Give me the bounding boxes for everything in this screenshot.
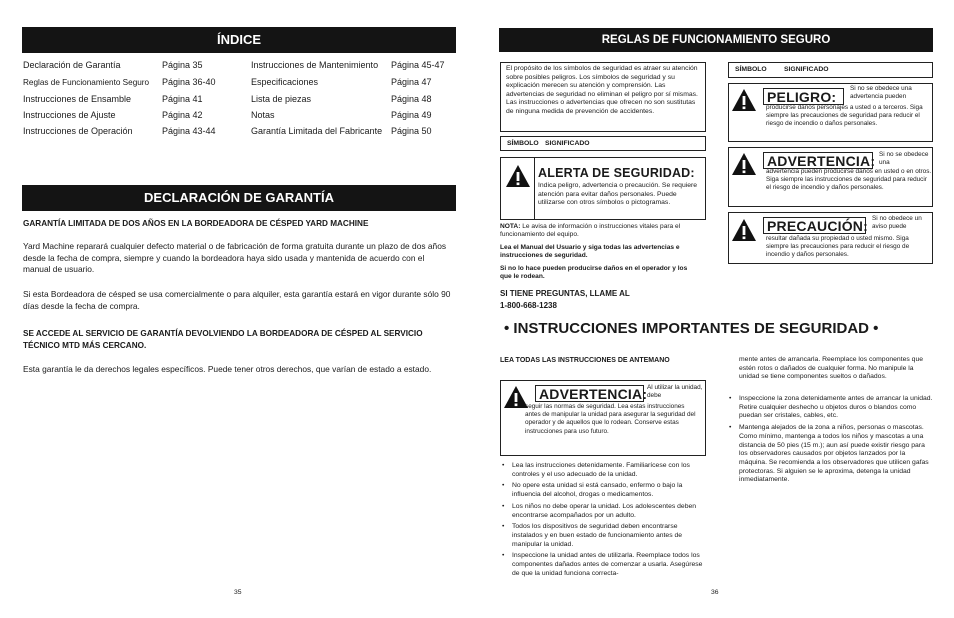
index-page: Página 42 xyxy=(162,110,203,120)
warranty-paragraph: Yard Machine reparará cualquier defecto material o de fabricación de forma gratuita durante un plazo de dos años desde la fecha de compra, siempre y cuando la bordeadora haya sido usada y mantenida de acuerdo con el manual de usuario. xyxy=(23,241,447,275)
questions-note xyxy=(500,288,630,312)
warning-triangle-icon xyxy=(505,164,531,188)
symbol-label: SÍMBOLO xyxy=(507,140,539,147)
note-text xyxy=(500,223,706,240)
danger-title-box xyxy=(763,88,844,105)
questions-line: SI TIENE PREGUNTAS, LLAME AL xyxy=(500,289,630,298)
instructions-warning-title-box xyxy=(535,385,648,402)
continued-text: mente antes de arrancarla. Reemplace los componentes que estén rotos o dañados de cualquier forma. No manipule la unidad se tiene componentes sueltos o dañados. xyxy=(739,356,924,381)
rules-title: REGLAS DE FUNCIONAMIENTO SEGURO xyxy=(601,34,831,46)
instructions-warning-text: seguir las normas de seguridad. Lea estas instrucciones antes de manipular la unidad para asegurar la seguridad del operador y de aquellos que lo rodean. Conserve estas instrucciones para uso futuro. xyxy=(525,403,696,435)
note-body: Le avisa de información o instrucciones vitales para el funcionamiento del equipo. xyxy=(500,223,681,239)
index-page: Página 43-44 xyxy=(162,126,216,136)
safety-bullets-left xyxy=(500,462,704,581)
read-all-heading: LEA TODAS LAS INSTRUCCIONES DE ANTEMANO xyxy=(500,357,670,364)
danger-title: PELIGRO: xyxy=(767,89,837,105)
important-title: • INSTRUCCIONES IMPORTANTES DE SEGURIDAD • xyxy=(504,320,879,337)
index-label: Instrucciones de Mantenimiento xyxy=(251,60,379,70)
index-page: Página 47 xyxy=(391,77,432,87)
safety-bullets-right xyxy=(727,395,933,488)
phone-number: 1-800-668-1238 xyxy=(500,301,557,310)
alert-icon-cell xyxy=(501,158,535,219)
list-item: • Inspeccione la unidad antes de utilizarla. Reemplace todos los componentes dañados antes de comenzar a usarla. Asegúrese de que la unidad funciona correcta- xyxy=(500,552,704,578)
warranty-title-band xyxy=(22,185,456,211)
caution-box xyxy=(728,212,933,264)
list-item: • Lea las instrucciones detenidamente. Familiarícese con los controles y el uso adecuado de la unidad. xyxy=(500,462,704,479)
index-page: Página 41 xyxy=(162,94,203,104)
read-manual-note: Lea el Manual del Usuario y siga todas las advertencias e instrucciones de seguridad. xyxy=(500,244,680,260)
index-label: Declaración de Garantía xyxy=(23,60,121,70)
warning-title-box xyxy=(763,152,876,169)
list-item: • Mantenga alejados de la zona a niños, personas o mascotas. Como mínimo, mantenga a todos los niños y mascotas a una distancia de 50 pies (15 m.); aun así puede existir riesgo para los observadores causados por objetos lanzados por la máquina. Se recomienda a los observadores que utilicen gafas protectoras. Si alguien se le aproxima, detenga la unidad inmediatamente. xyxy=(727,424,933,485)
warning-text: advertencia pueden producirse daños en usted o en otros. Siga siempre las instrucciones de seguridad para reducir el riesgo de incendio y daños personales. xyxy=(766,168,932,192)
instructions-warning-box xyxy=(500,380,706,456)
list-item: • Inspeccione la zona detenidamente antes de arrancar la unidad. Retire cualquier deshecho u objetos duros o blandos como puedan ser cristales, cables, etc. xyxy=(727,395,933,421)
index-title-band xyxy=(22,27,456,53)
warranty-service-note: SE ACCEDE AL SERVICIO DE GARANTÍA DEVOLVIENDO LA BORDEADORA DE CÉSPED AL SERVICIO TÉCNICO MTD MÁS CERCANO. xyxy=(23,329,423,350)
warning-triangle-icon xyxy=(731,218,757,242)
alert-box xyxy=(500,157,706,220)
alert-title: ALERTA DE SEGURIDAD: xyxy=(538,166,695,180)
index-label: Especificaciones xyxy=(251,77,319,87)
index-title: ÍNDICE xyxy=(216,32,262,47)
instructions-warning-title: ADVERTENCIA: xyxy=(539,386,648,402)
symbol-label: SÍMBOLO xyxy=(735,66,767,73)
symbol-header xyxy=(728,62,933,78)
index-label: Notas xyxy=(251,110,275,120)
instructions-warning-text-top: Al utilizar la unidad, debe xyxy=(647,384,703,400)
index-page: Página 45-47 xyxy=(391,60,445,70)
page-number: 35 xyxy=(234,589,242,596)
index-label: Instrucciones de Ensamble xyxy=(23,94,132,104)
index-page: Página 48 xyxy=(391,94,432,104)
warranty-paragraph: Esta garantía le da derechos legales específicos. Puede tener otros derechos, que varían de estado a estado. xyxy=(23,364,432,374)
warranty-paragraph: Si esta Bordeadora de césped se usa comercialmente o para alquiler, esta garantía estará en vigor durante sólo 90 días desde la fecha de compra. xyxy=(23,289,451,311)
caution-title: PRECAUCIÓN: xyxy=(767,218,868,234)
danger-box xyxy=(728,83,933,142)
danger-text: producirse daños personajes a usted o a terceros. Siga siempre las precauciones de seguridad para reducir el riesgo de incendio o daños personales. xyxy=(766,104,923,128)
index-label: Garantía Limitada del Fabricante xyxy=(251,126,383,136)
caution-text-top: Si no obedece un aviso puede xyxy=(872,215,922,231)
index-page: Página 50 xyxy=(391,126,432,136)
warning-triangle-icon xyxy=(731,88,757,112)
warning-text-top: Si no se obedece una xyxy=(879,151,929,167)
symbol-header xyxy=(500,136,706,151)
caution-text: resultar dañada su propiedad o usted mismo. Siga siempre las precauciones para reducir el riesgo de incendio y daños personales. xyxy=(766,235,910,259)
warranty-title: DECLARACIÓN DE GARANTÍA xyxy=(144,190,334,205)
list-item: • Los niños no debe operar la unidad. Los adolescentes deben encontrarse acompañados por un adulto. xyxy=(500,503,704,520)
warning-box xyxy=(728,147,933,207)
meaning-label: SIGNIFICADO xyxy=(784,66,829,73)
danger-text-top: Si no se obedece una advertencia pueden xyxy=(850,85,912,101)
index-label: Lista de piezas xyxy=(251,94,312,104)
alert-text: Indica peligro, advertencia o precaución. Se requiere atención para evitar daños personales. Puede utilizarse con otros símbolos o pictogramas. xyxy=(538,182,698,207)
warranty-heading: GARANTÍA LIMITADA DE DOS AÑOS EN LA BORDEADORA DE CÉSPED YARD MACHINE xyxy=(23,219,369,228)
index-page: Página 36-40 xyxy=(162,77,216,87)
warning-triangle-icon xyxy=(731,152,757,176)
list-item: • Todos los dispositivos de seguridad deben encontrarse instalados y en buen estado de funcionamiento antes de manipular la unidad. xyxy=(500,523,704,549)
warning-title: ADVERTENCIA: xyxy=(767,153,876,169)
index-page: Página 35 xyxy=(162,60,203,70)
intro-box xyxy=(500,62,706,132)
intro-text: El propósito de los símbolos de seguridad es atraer su atención sobre posibles peligros. Los símbolos de seguridad y su explicación merecen su atención y comprensión. Las advertencias de seguridad no eliminan el peligro por sí mismas. Las instrucciones o advertencias que ofrecen no son sustitutas de ninguna medida de prevención de accidentes. xyxy=(506,65,698,115)
failure-note: Si no lo hace pueden producirse daños en el operador y los que le rodean. xyxy=(500,265,688,281)
index-label: Instrucciones de Ajuste xyxy=(23,110,116,120)
list-item: • No opere esta unidad si está cansado, enfermo o bajo la influencia del alcohol, drogas o medicamentos. xyxy=(500,482,704,499)
note-label: NOTA: xyxy=(500,223,521,230)
rules-title-band xyxy=(499,28,933,52)
index-label: Instrucciones de Operación xyxy=(23,126,133,136)
index-page: Página 49 xyxy=(391,110,432,120)
caution-title-box xyxy=(763,217,866,234)
page-number: 36 xyxy=(711,589,719,596)
meaning-label: SIGNIFICADO xyxy=(545,140,590,147)
index-label: Reglas de Funcionamiento Seguro xyxy=(23,78,150,87)
